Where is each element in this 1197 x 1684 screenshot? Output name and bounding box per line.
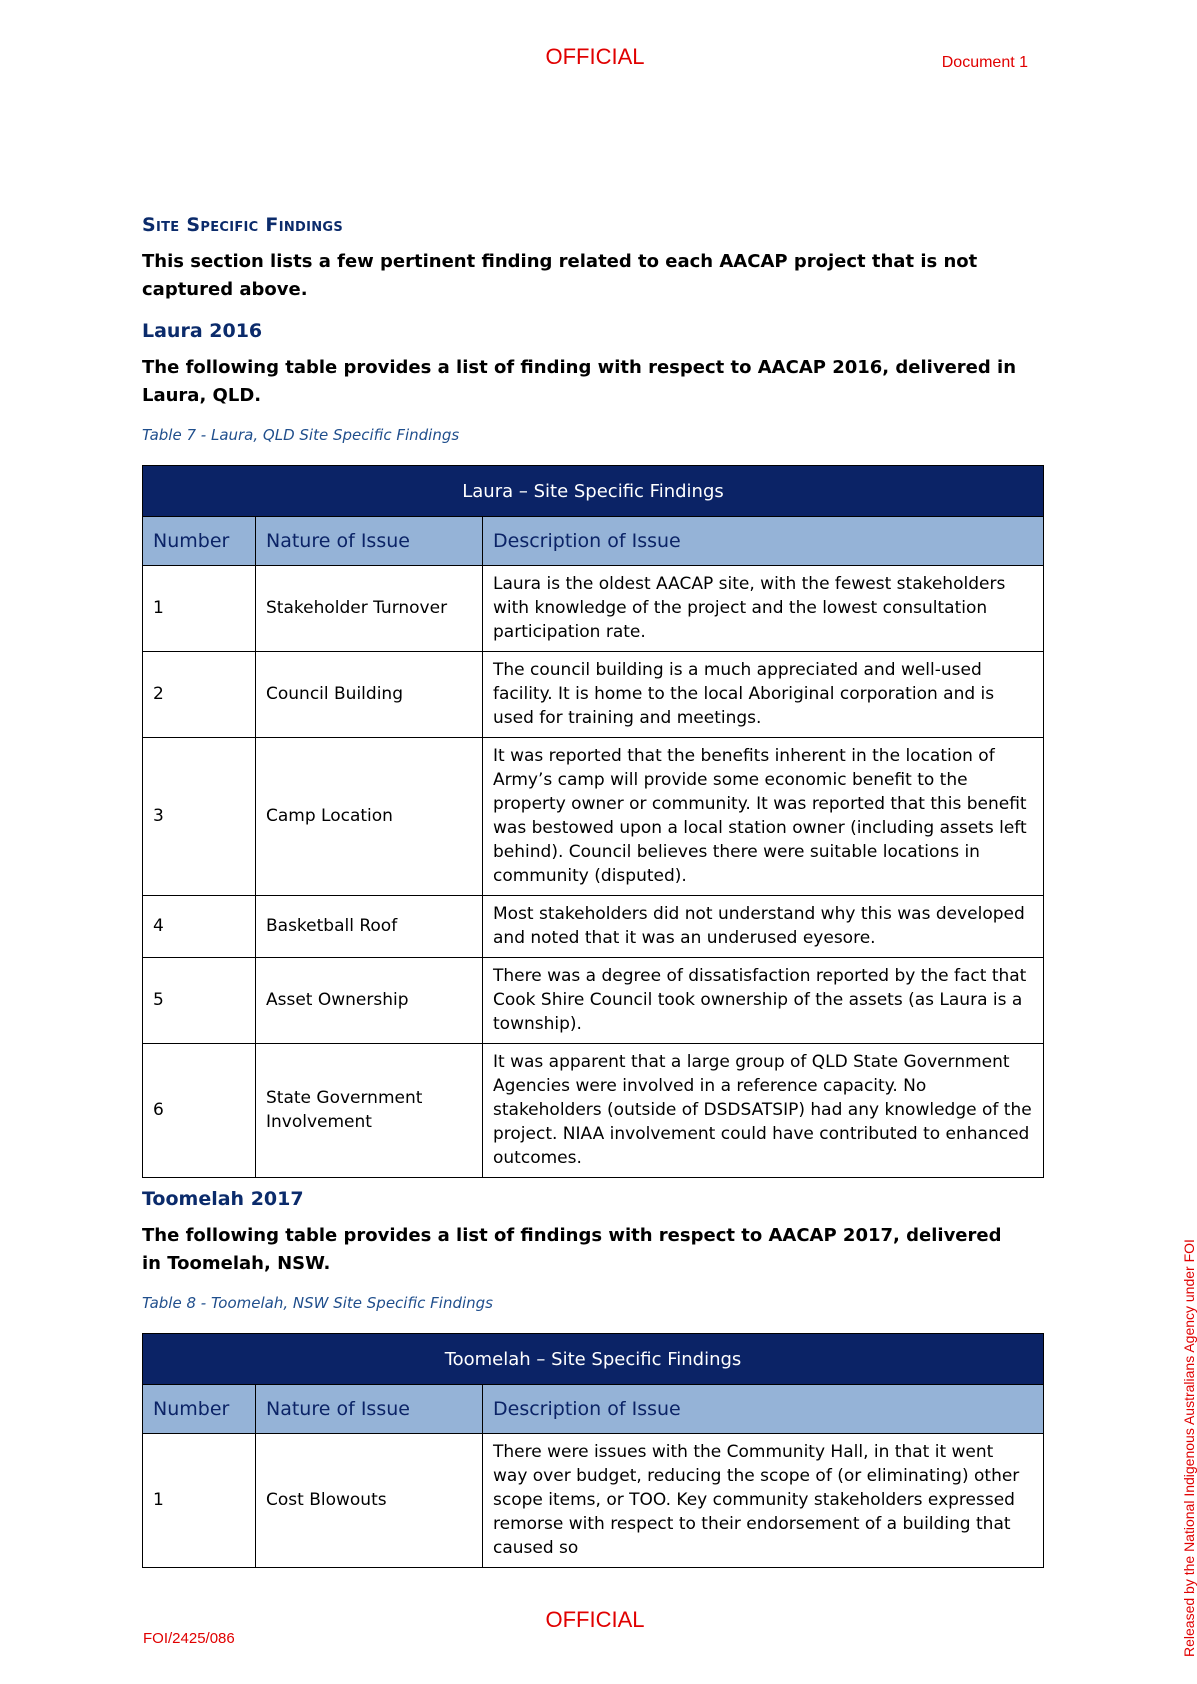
row-nature: State Government Involvement xyxy=(256,1044,483,1178)
table-row xyxy=(143,896,1044,958)
row-description: There were issues with the Community Hall, in that it went way over budget, reducing the scope of (or eliminating) other scope items, or TOO. Key community stakeholders expressed remorse with respect to their endorsement of a building that caused so xyxy=(483,1434,1044,1568)
row-number: 1 xyxy=(143,1434,256,1568)
row-description: Laura is the oldest AACAP site, with the fewest stakeholders with knowledge of the project and the lowest consultation participation rate. xyxy=(483,566,1044,652)
column-header-number: Number xyxy=(143,517,256,566)
row-description: There was a degree of dissatisfaction reported by the fact that Cook Shire Council took ownership of the assets (as Laura is a township). xyxy=(483,958,1044,1044)
row-number: 6 xyxy=(143,1044,256,1178)
row-description: It was reported that the benefits inherent in the location of Army’s camp will provide some economic benefit to the property owner or community. It was reported that this benefit was bestowed upon a local station owner (including assets left behind). Council believes there were suitable locations in community (disputed). xyxy=(483,738,1044,896)
table-row xyxy=(143,566,1044,652)
toomelah-findings-table xyxy=(142,1333,1044,1568)
row-number: 4 xyxy=(143,896,256,958)
table-title: Laura – Site Specific Findings xyxy=(143,466,1044,517)
column-header-description: Description of Issue xyxy=(483,517,1044,566)
column-header-nature: Nature of Issue xyxy=(256,517,483,566)
row-number: 2 xyxy=(143,652,256,738)
row-nature: Stakeholder Turnover xyxy=(256,566,483,652)
row-number: 1 xyxy=(143,566,256,652)
section-intro: This section lists a few pertinent finding related to each AACAP project that is not captured above. xyxy=(142,251,978,300)
column-header-number: Number xyxy=(143,1385,256,1434)
foi-release-note: Released by the National Indigenous Australians Agency under FOI xyxy=(1181,1239,1197,1657)
section-title: Site Specific Findings xyxy=(142,214,344,236)
classification-footer: OFFICIAL xyxy=(545,1607,645,1632)
page-content xyxy=(142,214,1042,1568)
row-nature: Basketball Roof xyxy=(256,896,483,958)
row-number: 5 xyxy=(143,958,256,1044)
laura-intro: The following table provides a list of finding with respect to AACAP 2016, delivered in Laura, QLD. xyxy=(142,357,1017,406)
table-row xyxy=(143,958,1044,1044)
laura-table-caption: Table 7 - Laura, QLD Site Specific Findings xyxy=(142,426,460,444)
row-description: The council building is a much appreciated and well-used facility. It is home to the local Aboriginal corporation and is used for training and meetings. xyxy=(483,652,1044,738)
row-nature: Asset Ownership xyxy=(256,958,483,1044)
row-description: Most stakeholders did not understand why this was developed and noted that it was an underused eyesore. xyxy=(483,896,1044,958)
row-nature: Camp Location xyxy=(256,738,483,896)
laura-heading: Laura 2016 xyxy=(142,320,263,342)
table-row xyxy=(143,652,1044,738)
classification-header: OFFICIAL xyxy=(545,44,645,69)
table-row xyxy=(143,1434,1044,1568)
table-row xyxy=(143,738,1044,896)
column-header-nature: Nature of Issue xyxy=(256,1385,483,1434)
toomelah-heading: Toomelah 2017 xyxy=(142,1188,304,1210)
toomelah-intro: The following table provides a list of findings with respect to AACAP 2017, delivered in Toomelah, NSW. xyxy=(142,1225,1002,1274)
toomelah-table-caption: Table 8 - Toomelah, NSW Site Specific Findings xyxy=(142,1294,493,1312)
row-number: 3 xyxy=(143,738,256,896)
table-title: Toomelah – Site Specific Findings xyxy=(143,1334,1044,1385)
column-header-description: Description of Issue xyxy=(483,1385,1044,1434)
row-nature: Council Building xyxy=(256,652,483,738)
document-label: Document 1 xyxy=(941,54,1028,71)
table-row xyxy=(143,1044,1044,1178)
foi-reference: FOI/2425/086 xyxy=(143,1630,235,1647)
laura-findings-table xyxy=(142,465,1044,1178)
row-nature: Cost Blowouts xyxy=(256,1434,483,1568)
row-description: It was apparent that a large group of QLD State Government Agencies were involved in a reference capacity. No stakeholders (outside of DSDSATSIP) had any knowledge of the project. NIAA involvement could have contributed to enhanced outcomes. xyxy=(483,1044,1044,1178)
